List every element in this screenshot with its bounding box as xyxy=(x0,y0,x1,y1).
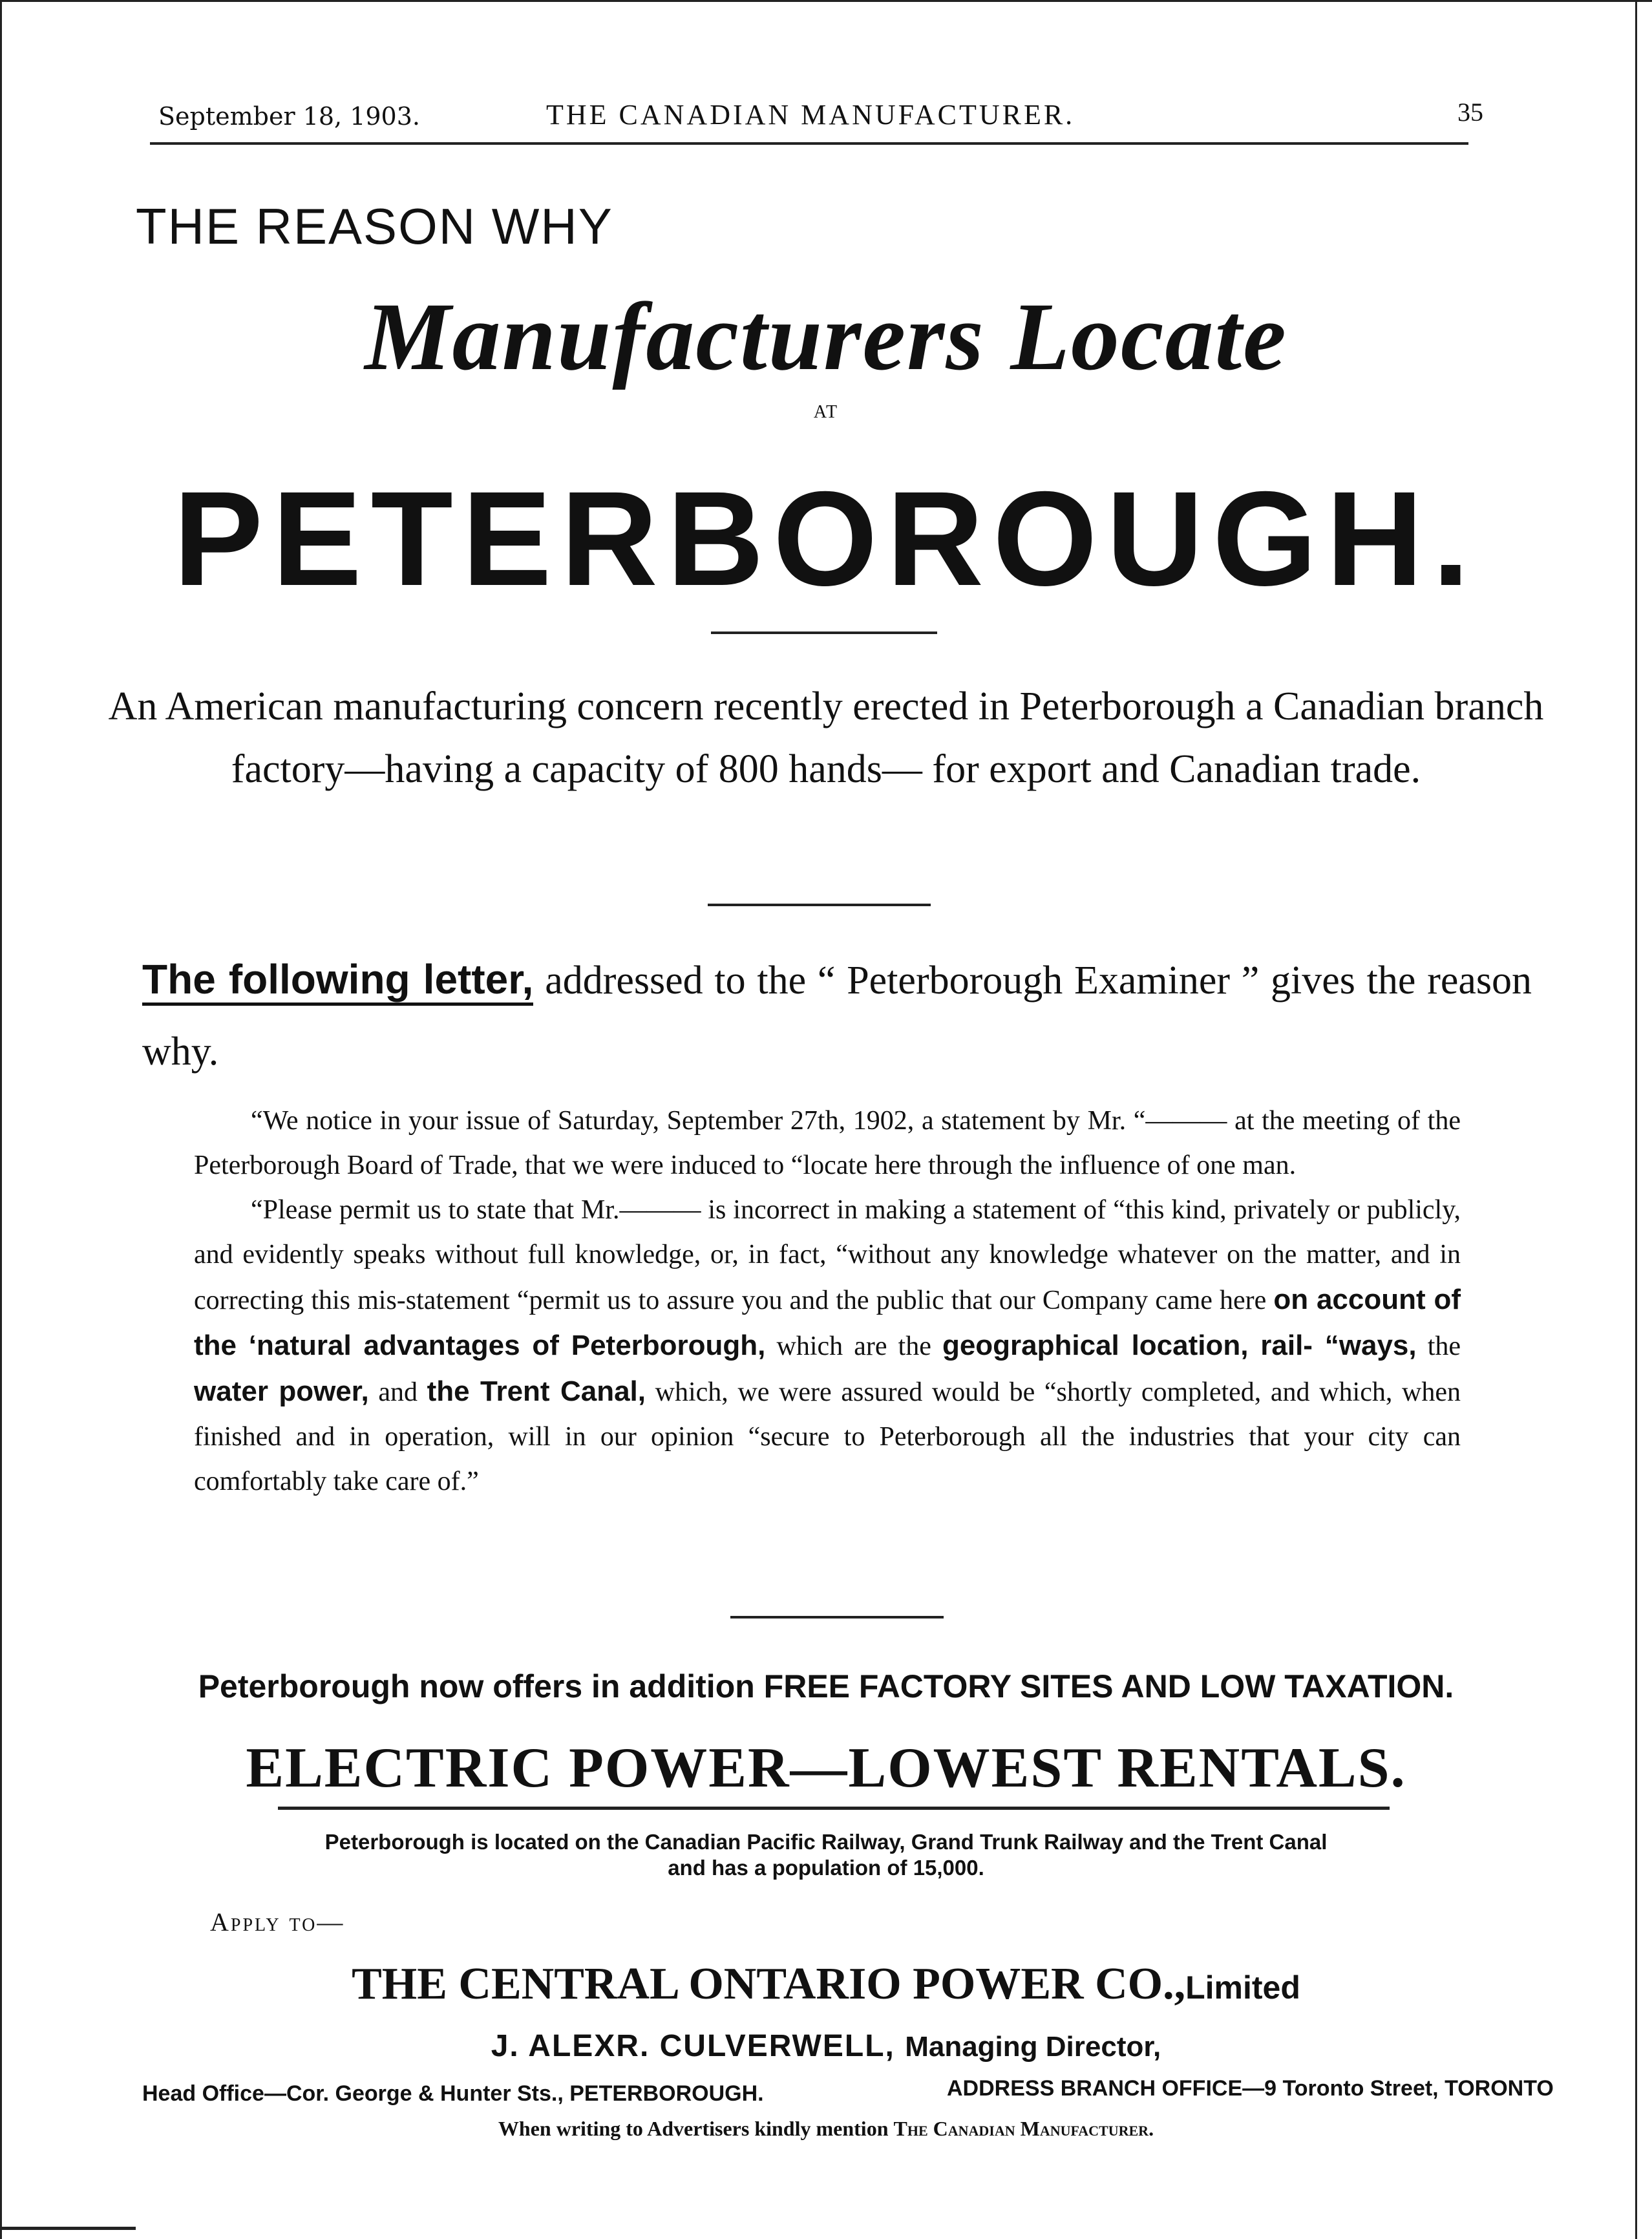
ad-city: PETERBOROUGH. xyxy=(173,464,1479,614)
director-name: J. ALEXR. CULVERWELL, xyxy=(491,2029,895,2063)
letter-text: which, we were assured would be “shortly completed, and which, when finished and in operation, will in our opinion “secure to Peterborough all the industries that your city can comfortably take care of.” xyxy=(194,1377,1461,1496)
letter-paragraph-2 xyxy=(194,1188,1461,1504)
location-line-2: and has a population of 15,000. xyxy=(668,1856,984,1880)
letter-text: “Please permit us to state that Mr.——— is incorrect in making a statement of “this kind, privately or publicly, and evidently speaks without full knowledge, or, in fact, “without any knowledge whatever on the matter, and in correcting this mis-statement “permit us to assure you and the public that our Company came here xyxy=(194,1195,1461,1315)
footer-note-text: When writing to Advertisers kindly mention xyxy=(498,2117,894,2140)
ad-headline: Manufacturers Locate xyxy=(365,283,1287,390)
divider-rule xyxy=(730,1616,944,1618)
apply-to: Apply to— xyxy=(210,1907,345,1937)
branch-office-address: ADDRESS BRANCH OFFICE—9 Toronto Street, TORONTO xyxy=(947,2076,1554,2101)
ad-intro: An American manufacturing concern recently erected in Peterborough a Canadian branch factory—having a capacity of 800 hands— for export and Canadian trade. xyxy=(108,684,1544,791)
company-name-line xyxy=(0,1958,1652,2010)
offers-line: Peterborough now offers in addition FREE FACTORY SITES AND LOW TAXATION. xyxy=(198,1668,1454,1704)
director-title: Managing Director, xyxy=(905,2031,1161,2063)
letter-text: the xyxy=(1416,1332,1461,1361)
following-letter-lead: The following letter, xyxy=(142,956,533,1006)
following-letter-rest: addressed to the “ Peterborough Examiner ” gives the reason why. xyxy=(142,959,1532,1074)
director-line xyxy=(0,2028,1652,2064)
scan-bottom-mark xyxy=(0,2227,136,2230)
header-date: September 18, 1903. xyxy=(158,102,420,131)
location-line-1: Peterborough is located on the Canadian Pacific Railway, Grand Trunk Railway and the Trent Canal xyxy=(324,1830,1328,1854)
scan-top-edge xyxy=(0,0,1652,2)
letter-emphasis: water power, xyxy=(194,1375,369,1407)
ad-kicker: THE REASON WHY xyxy=(136,198,613,255)
electric-underline xyxy=(278,1807,1390,1810)
head-office-address: Head Office—Cor. George & Hunter Sts., PETERBOROUGH. xyxy=(142,2081,764,2106)
letter-text: and xyxy=(368,1377,427,1407)
letter-emphasis: geographical location, rail- “ways, xyxy=(942,1330,1417,1361)
letter-emphasis: the Trent Canal, xyxy=(427,1375,646,1407)
electric-power-headline: ELECTRIC POWER—LOWEST RENTALS. xyxy=(246,1737,1406,1799)
header-publication: THE CANADIAN MANUFACTURER. xyxy=(546,99,1075,131)
divider-rule xyxy=(708,904,931,906)
ad-connector: AT xyxy=(813,402,839,422)
following-letter-intro xyxy=(142,944,1532,1087)
advertiser-footer-note xyxy=(0,2117,1652,2141)
header-rule xyxy=(150,142,1468,145)
letter-emphasis: on account of the ‘natural advantages of Peterborough, xyxy=(194,1284,1461,1361)
header-page-number: 35 xyxy=(1457,98,1483,127)
letter-paragraph-1: “We notice in your issue of Saturday, September 27th, 1902, a statement by Mr. “——— at the meeting of the Peterborough Board of Trade, that we were induced to “locate here through the influence of one man. xyxy=(194,1106,1461,1180)
divider-rule xyxy=(711,631,937,634)
quoted-letter xyxy=(194,1099,1461,1504)
letter-text: which are the xyxy=(765,1332,942,1361)
company-suffix: Limited xyxy=(1185,1969,1300,2006)
company-name: THE CENTRAL ONTARIO POWER CO., xyxy=(352,1959,1186,2009)
footer-note-publication: The Canadian Manufacturer. xyxy=(893,2117,1154,2140)
location-note xyxy=(0,1829,1652,1881)
